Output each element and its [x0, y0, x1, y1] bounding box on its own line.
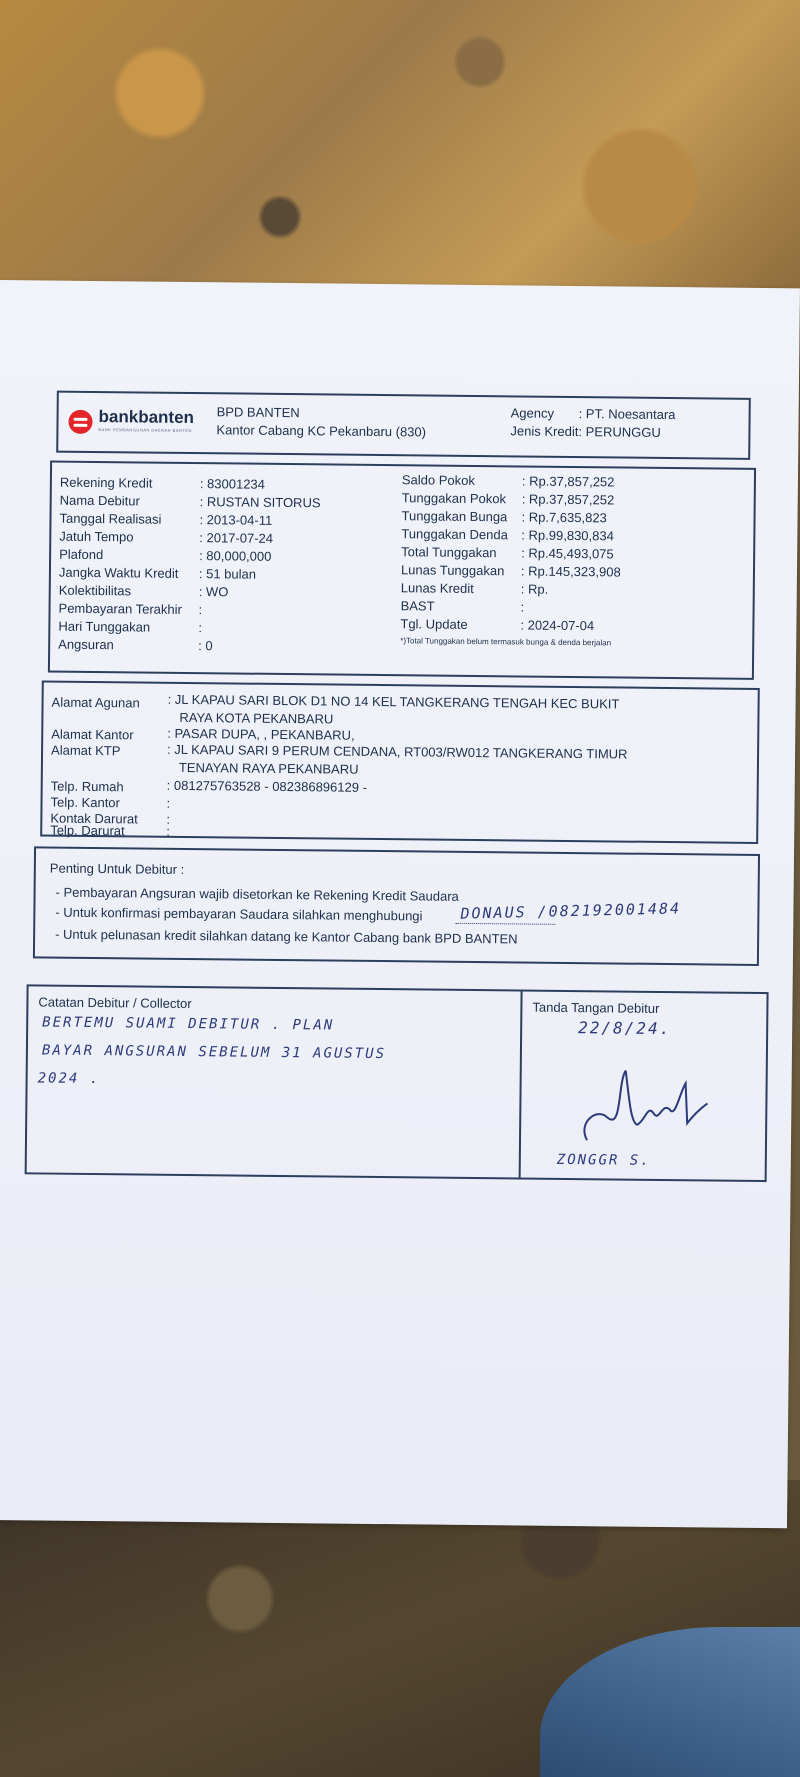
- field-value: : Rp.45,493,075: [521, 545, 614, 562]
- agency-value: : PT. Noesantara: [578, 406, 676, 423]
- important-item-1: - Pembayaran Angsuran wajib disetorkan ke Rekening Kredit Saudara: [55, 884, 459, 904]
- debitur-signature: [567, 1062, 718, 1154]
- ktp-line-1: : JL KAPAU SARI 9 PERUM CENDANA, RT003/RW012 TANGKERANG TIMUR: [167, 741, 628, 762]
- kantor-label: Alamat Kantor: [51, 726, 134, 743]
- handwritten-note-line-2: BAYAR ANGSURAN SEBELUM 31 AGUSTUS: [41, 1042, 387, 1063]
- important-item-2: - Untuk konfirmasi pembayaran Saudara silahkan menghubungi: [55, 904, 423, 924]
- notes-box: [25, 984, 769, 1182]
- telp-kantor-label: Telp. Kantor: [50, 794, 120, 811]
- handwritten-note-line-1: BERTEMU SUAMI DEBITUR . PLAN: [42, 1014, 335, 1034]
- important-title: Penting Untuk Debitur :: [49, 860, 185, 877]
- field-label: Hari Tunggakan: [58, 618, 151, 635]
- ktp-label: Alamat KTP: [51, 742, 121, 759]
- ktp-line-2: TENAYAN RAYA PEKANBARU: [178, 759, 359, 777]
- telp-darurat-label: Telp. Darurat: [50, 822, 125, 839]
- important-item-3: - Untuk pelunasan kredit silahkan datang ke Kantor Cabang bank BPD BANTEN: [55, 926, 518, 947]
- kontak-darurat-value: :: [166, 811, 171, 827]
- telp-rumah-label: Telp. Rumah: [50, 778, 124, 795]
- telp-darurat-value: :: [166, 823, 170, 839]
- field-label: Lunas Kredit: [400, 580, 474, 596]
- field-label: Tunggakan Denda: [401, 526, 508, 543]
- bank-logo-icon: [68, 410, 92, 434]
- notes-title: Catatan Debitur / Collector: [38, 994, 192, 1012]
- signature-title: Tanda Tangan Debitur: [532, 999, 660, 1016]
- signature-date: 22/8/24.: [578, 1018, 672, 1039]
- field-value: :: [520, 599, 525, 615]
- field-value: : 80,000,000: [199, 548, 272, 564]
- field-label: Jangka Waktu Kredit: [58, 564, 179, 581]
- field-label: Nama Debitur: [59, 492, 140, 509]
- field-value: : Rp.7,635,823: [521, 509, 607, 526]
- field-label: Rekening Kredit: [59, 474, 153, 491]
- header-box: [56, 391, 751, 460]
- agunan-line-1: : JL KAPAU SARI BLOK D1 NO 14 KEL TANGKERANG TENGAH KEC BUKIT: [167, 691, 620, 712]
- field-label: Plafond: [59, 546, 104, 563]
- field-label: Saldo Pokok: [401, 472, 476, 488]
- kantor-value: : PASAR DUPA, , PEKANBARU,: [167, 725, 355, 743]
- field-label: Tanggal Realisasi: [59, 510, 162, 527]
- field-label: Lunas Tunggakan: [400, 562, 505, 579]
- field-value: : 51 bulan: [198, 566, 257, 582]
- field-value: : 2013-04-11: [199, 512, 273, 528]
- credit-type-value: : PERUNGGU: [578, 424, 661, 440]
- address-box: [40, 680, 760, 844]
- field-label: Tunggakan Bunga: [401, 508, 508, 525]
- field-value: :: [198, 620, 203, 636]
- agency-label: Agency: [510, 405, 555, 421]
- kontak-darurat-label: Kontak Darurat: [50, 810, 138, 827]
- agunan-label: Alamat Agunan: [51, 694, 140, 711]
- field-value: : 2017-07-24: [199, 530, 274, 546]
- field-value: : 0: [198, 638, 213, 654]
- field-label: Jatuh Tempo: [59, 528, 134, 545]
- table-surface-top: [0, 0, 800, 310]
- brand-name: bankbanten: [98, 407, 195, 428]
- field-value: :: [198, 602, 203, 618]
- important-box: [33, 846, 760, 966]
- field-value: : WO: [198, 584, 229, 600]
- credit-type-label: Jenis Kredit: [510, 423, 579, 440]
- handwritten-note-line-3: 2024 .: [37, 1070, 101, 1088]
- field-value: : RUSTAN SITORUS: [199, 494, 321, 511]
- field-value: : Rp.145,323,908: [520, 563, 621, 580]
- bank-name: BPD BANTEN: [216, 404, 300, 421]
- telp-rumah-value: : 081275763528 - 082386896129 -: [166, 777, 368, 795]
- field-value: : Rp.37,857,252: [521, 491, 615, 508]
- agunan-line-2: RAYA KOTA PEKANBARU: [179, 709, 334, 727]
- account-box: [48, 461, 756, 680]
- signer-name: ZONGGR S.: [556, 1151, 651, 1169]
- document-paper: [0, 280, 800, 1528]
- dotted-line: [455, 923, 555, 925]
- field-label: Angsuran: [58, 636, 114, 653]
- field-label: Total Tunggakan: [401, 544, 497, 561]
- field-value: : 2024-07-04: [520, 617, 595, 634]
- field-label: Tunggakan Pokok: [401, 490, 507, 507]
- account-footnote: *)Total Tunggakan belum termasuk bunga & denda berjalan: [400, 636, 612, 648]
- field-label: BAST: [400, 598, 435, 614]
- field-value: : Rp.37,857,252: [521, 473, 615, 490]
- telp-kantor-value: :: [166, 795, 171, 811]
- field-label: Tgl. Update: [400, 616, 468, 632]
- handwritten-contact: DONAUS /082192001484: [460, 899, 682, 923]
- field-value: : Rp.99,830,834: [521, 527, 614, 544]
- field-value: : 83001234: [199, 476, 266, 492]
- field-label: Kolektibilitas: [58, 582, 132, 599]
- branch-name: Kantor Cabang KC Pekanbaru (830): [216, 422, 427, 440]
- field-label: Pembayaran Terakhir: [58, 600, 182, 617]
- brand-tagline: BANK PEMBANGUNAN DAERAH BANTEN: [98, 427, 192, 434]
- field-value: : Rp.: [520, 581, 549, 597]
- notes-divider: [519, 991, 523, 1177]
